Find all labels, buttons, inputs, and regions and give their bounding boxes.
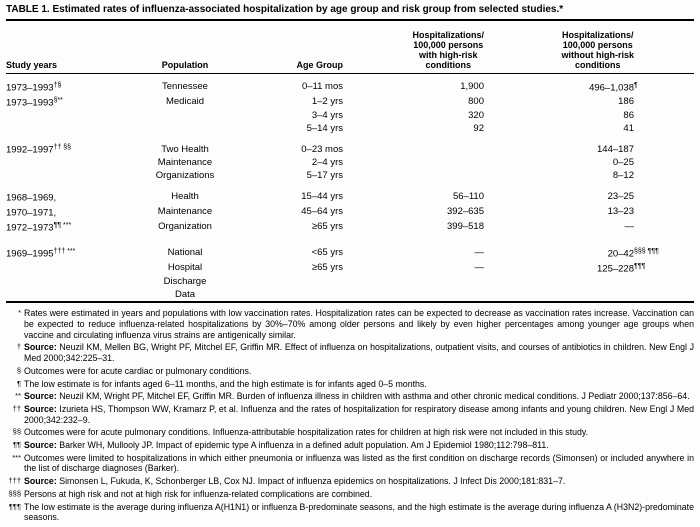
spacer-row	[6, 183, 694, 190]
filler-cell	[634, 220, 694, 235]
footnote-marker: ¶¶¶	[8, 501, 21, 511]
spacer-cell	[6, 135, 694, 142]
cell-population: Discharge	[163, 276, 207, 288]
header-line: conditions	[425, 60, 471, 70]
cell-age-group: ≥65 yrs	[311, 262, 343, 274]
footnote-body-text: Barker WH, Mullooly JP. Impact of epidemic type A influenza in a defined adult population. Am J Epidemiol 1980;112:798–811.	[59, 440, 549, 451]
header-line: with high-risk	[418, 50, 478, 60]
study-years-text: 1970–1971,	[6, 207, 57, 219]
rate-footnote-marker-text: §§§ ¶¶¶	[634, 247, 659, 255]
cell-age-group: 3–4 yrs	[311, 110, 343, 122]
cell-study-years	[6, 142, 128, 157]
footnote-marker: *	[18, 308, 21, 318]
study-footnote-marker: †† §§	[53, 144, 72, 152]
footnote-text	[24, 379, 694, 390]
footnote-text	[24, 453, 694, 474]
rate-text: 13–23	[607, 206, 634, 217]
cell-high-risk-rate	[343, 157, 484, 170]
table-row	[6, 157, 694, 170]
cell-high-risk-rate	[343, 289, 484, 302]
footnote	[6, 489, 694, 500]
cell-high-risk-rate: 800	[468, 96, 484, 108]
cell-age-group: 2–4 yrs	[311, 157, 343, 169]
footnote	[6, 391, 694, 402]
footnote-text	[24, 391, 694, 402]
footnote-body-text: The low estimate is the average during influenza A(H1N1) or influenza B-predominate seasons, and the high estimate is the average during influenza A (H3N2)-predominate seasons.	[24, 501, 694, 523]
footnote-text	[24, 308, 694, 340]
rate-text: 186	[618, 96, 634, 108]
cell-high-risk-rate: 399–518	[447, 221, 484, 233]
footnote-text	[24, 502, 694, 523]
cell-population: Hospital	[167, 262, 203, 274]
footnote-marker: ¶	[16, 378, 21, 388]
spacer-row	[6, 135, 694, 142]
header-line: Hospitalizations/	[412, 30, 484, 40]
cell-population: National	[167, 247, 203, 259]
study-years-text: 1972–1973	[6, 222, 54, 234]
cell-age-group	[242, 276, 343, 289]
spacer-cell	[6, 235, 694, 246]
rate-text: 125–228	[597, 263, 634, 275]
footnote	[6, 476, 694, 487]
filler-cell	[634, 110, 694, 123]
table-row	[6, 190, 694, 205]
cell-study-years	[6, 246, 128, 261]
cell-population	[128, 110, 242, 123]
filler-cell	[634, 205, 694, 220]
cell-no-high-risk-rate	[484, 95, 634, 110]
cell-study-years	[6, 110, 128, 123]
cell-no-high-risk-rate	[484, 261, 646, 276]
table-row	[6, 95, 694, 110]
cell-study-years	[6, 261, 128, 276]
filler-cell	[634, 170, 694, 183]
rate-footnote-marker-text: ¶¶¶	[634, 263, 646, 271]
footnote-source-label: Source:	[24, 391, 60, 402]
footnote-source-label: Source:	[24, 476, 60, 487]
cell-population	[128, 123, 242, 136]
cell-high-risk-rate	[343, 170, 484, 183]
column-header-no-high-risk-rate	[484, 21, 634, 74]
study-years-text: 1992–1997	[6, 144, 54, 156]
cell-no-high-risk-rate	[484, 80, 638, 95]
cell-population: Maintenance	[157, 206, 213, 217]
footnote-text	[24, 440, 694, 451]
footnotes	[6, 308, 694, 523]
footnote-body-text: The low estimate is for infants aged 6–11 months, and the high estimate is for infants aged 0–5 months.	[24, 378, 427, 389]
header-filler	[634, 21, 694, 74]
footnote-marker: ¶¶	[12, 440, 21, 450]
header-block	[412, 30, 484, 70]
footnote-source-label: Source:	[24, 403, 60, 414]
table-row	[6, 220, 694, 235]
cell-population: Maintenance	[157, 157, 213, 169]
footnote-marker: ***	[12, 452, 21, 462]
rate-footnote-marker-text: ¶	[634, 82, 638, 89]
footnote	[6, 404, 694, 425]
footnote-body-text: Rates were estimated in years and populations with low vaccination rates. Hospitalization rates can be expected to decrease as vaccination rates increase. Vaccination can be expected to reduce influenza-related hospitalizations by 30%–70% among older persons and likely by even higher percentages among younger age groups when vaccine and circulating influenza virus strains are antigenically similar.	[24, 308, 694, 340]
cell-study-years	[6, 95, 128, 110]
filler-cell	[634, 142, 694, 157]
footnote-text	[24, 476, 694, 487]
rate-text: —	[624, 221, 634, 233]
table-row	[6, 80, 694, 95]
filler-cell	[634, 123, 694, 136]
cell-population: Health	[171, 190, 199, 202]
cell-age-group: ≥65 yrs	[311, 221, 343, 233]
cell-study-years	[6, 220, 128, 235]
cell-no-high-risk-rate	[484, 157, 634, 170]
study-years-text: 1968–1969,	[6, 192, 57, 204]
filler-cell	[634, 276, 694, 289]
hospitalization-rates-table	[6, 21, 694, 301]
cell-high-risk-rate: —	[474, 262, 484, 274]
header-line: 100,000 persons	[562, 40, 633, 50]
filler-cell	[634, 190, 694, 205]
cell-study-years	[6, 190, 128, 205]
cell-no-high-risk-rate	[484, 220, 634, 235]
table-row	[6, 142, 694, 157]
header-line: Hospitalizations/	[561, 30, 634, 40]
cell-no-high-risk-rate	[484, 246, 659, 261]
cell-population: Two Health	[161, 143, 209, 155]
footnote	[6, 453, 694, 474]
cell-no-high-risk-rate	[484, 205, 634, 220]
study-years-text: 1973–1993	[6, 97, 54, 109]
table-title: TABLE 1. Estimated rates of influenza-associated hospitalization by age group and risk group from selected studies.*	[6, 4, 564, 15]
study-footnote-marker: §**	[53, 97, 63, 105]
cell-high-risk-rate: 56–110	[453, 190, 484, 202]
cell-no-high-risk-rate	[484, 123, 634, 136]
study-years-text: 1969–1995	[6, 248, 54, 260]
footnote-marker: †	[16, 342, 21, 352]
study-footnote-marker: ¶¶ ***	[53, 221, 72, 229]
footnote-source-label: Source:	[24, 342, 60, 353]
footnote-marker: §§	[12, 427, 21, 437]
footnote-body-text: Outcomes were for acute cardiac or pulmonary conditions.	[24, 365, 252, 376]
rate-text: 20–42	[607, 248, 634, 260]
cell-age-group: 0–11 mos	[301, 81, 343, 93]
footnote	[6, 342, 694, 363]
table-row	[6, 123, 694, 136]
column-header-age-group: Age Group	[242, 21, 343, 74]
cell-no-high-risk-rate	[484, 190, 634, 205]
cell-age-group: 0–23 mos	[301, 143, 343, 155]
footnote-text	[24, 366, 694, 377]
footnote-body-text: Outcomes were for acute pulmonary conditions. Influenza-attributable hospitalization rates for children at high risk were not included in this study.	[24, 427, 589, 438]
table-row	[6, 110, 694, 123]
footnote-body-text: Outcomes were limited to hospitalizations in which either pneumonia or influenza was listed as the first condition on discharge records (Simonsen) or included anywhere in the list of discharge diagnoses (Barker).	[24, 452, 694, 474]
footnote-text	[24, 404, 694, 425]
footnote-body-text: Persons at high risk and not at high risk for influenza-related complications are combined.	[24, 488, 373, 499]
cell-study-years	[6, 80, 128, 95]
horizontal-rule-bottom	[6, 301, 694, 303]
study-years-text: 1973–1993	[6, 82, 54, 94]
rate-text: 0–25	[612, 157, 634, 169]
study-footnote-marker: †§	[53, 82, 62, 89]
cell-study-years	[6, 170, 128, 183]
filler-cell	[634, 157, 694, 170]
spacer-cell	[6, 183, 694, 190]
footnote	[6, 440, 694, 451]
table-row	[6, 170, 694, 183]
filler-cell	[634, 95, 694, 110]
cell-high-risk-rate: —	[474, 247, 484, 259]
rate-text: 23–25	[607, 190, 634, 202]
table-row	[6, 276, 694, 289]
cell-high-risk-rate: 92	[473, 122, 484, 134]
cell-no-high-risk-rate	[484, 276, 634, 289]
cell-high-risk-rate	[343, 142, 484, 157]
cell-study-years	[6, 157, 128, 170]
footnote-text	[24, 342, 694, 363]
cell-high-risk-rate: 320	[468, 110, 484, 122]
rate-text: 496–1,038	[589, 82, 634, 94]
footnote-marker: §§§	[8, 488, 21, 498]
cell-study-years	[6, 289, 128, 302]
cell-high-risk-rate: 392–635	[447, 206, 484, 217]
header-line: without high-risk	[561, 50, 634, 60]
rate-text: 86	[623, 110, 634, 122]
column-header-population: Population	[128, 21, 242, 74]
footnote	[6, 366, 694, 377]
cell-age-group: 1–2 yrs	[311, 96, 343, 108]
table-row	[6, 246, 694, 261]
footnote-source-label: Source:	[24, 440, 60, 451]
cell-population: Medicaid	[165, 96, 205, 108]
cell-no-high-risk-rate	[484, 142, 634, 157]
header-line: 100,000 persons	[413, 40, 484, 50]
cell-no-high-risk-rate	[484, 110, 634, 123]
cell-age-group: 5–17 yrs	[306, 170, 343, 182]
footnote	[6, 308, 694, 340]
header-block	[562, 30, 635, 70]
footnote	[6, 427, 694, 438]
cell-no-high-risk-rate	[484, 289, 634, 302]
filler-cell	[634, 80, 694, 95]
header-row	[6, 21, 694, 74]
table-row	[6, 289, 694, 302]
cell-age-group: 45–64 yrs	[301, 206, 343, 217]
footnote-marker: §	[16, 365, 21, 375]
cell-study-years	[6, 123, 128, 136]
cell-age-group: 5–14 yrs	[306, 122, 343, 134]
cell-study-years	[6, 276, 128, 289]
study-footnote-marker: ††† ***	[53, 247, 76, 255]
cell-study-years	[6, 205, 128, 220]
table-row	[6, 261, 694, 276]
cell-high-risk-rate: 1,900	[460, 81, 484, 93]
cell-population: Organization	[158, 221, 212, 233]
footnote	[6, 502, 694, 523]
table-row	[6, 205, 694, 220]
footnote-body-text: Neuzil KM, Wright PF, Mitchel EF, Griffin MR. Burden of influenza illness in children with asthma and other chronic medical conditions. J Pediatr 2000;137:856–64.	[59, 391, 690, 402]
footnote-body-text: Izurieta HS, Thompson WW, Kramarz P, et al. Influenza and the rates of hospitalization for respiratory disease among infants and young children. New Engl J Med 2000;342:232–9.	[24, 403, 694, 425]
footnote-marker: †††	[8, 476, 21, 486]
rate-text: 41	[623, 122, 634, 134]
footnote-text	[24, 427, 694, 438]
cell-population: Tennessee	[162, 81, 208, 93]
filler-cell	[634, 289, 694, 302]
footnote-marker: **	[15, 391, 21, 401]
rate-text: 144–187	[597, 143, 634, 155]
spacer-row	[6, 235, 694, 246]
cell-population: Organizations	[155, 170, 215, 182]
cell-age-group: <65 yrs	[311, 247, 343, 259]
column-header-study-years: Study years	[6, 21, 128, 74]
cell-population: Data	[174, 288, 196, 300]
footnote-body-text: Neuzil KM, Mellen BG, Wright PF, Mitchel EF, Griffin MR. Effect of influenza on hospitalizations, outpatient visits, and courses of antibiotics in children. New Engl J Med 2000;342:225–31.	[24, 342, 694, 364]
cell-age-group: 15–44 yrs	[301, 190, 343, 202]
rate-text: 8–12	[612, 170, 634, 182]
footnote	[6, 379, 694, 390]
column-header-high-risk-rate	[343, 21, 484, 74]
cell-age-group	[242, 289, 343, 302]
cell-no-high-risk-rate	[484, 170, 634, 183]
cell-high-risk-rate	[343, 276, 484, 289]
footnote-body-text: Simonsen L, Fukuda, K, Schonberger LB, Cox NJ. Impact of influenza epidemics on hospitalizations. J Infect Dis 2000;181:831–7.	[59, 476, 566, 487]
footnote-marker: ††	[12, 403, 21, 413]
header-line: conditions	[575, 60, 621, 70]
footnote-text	[24, 489, 694, 500]
